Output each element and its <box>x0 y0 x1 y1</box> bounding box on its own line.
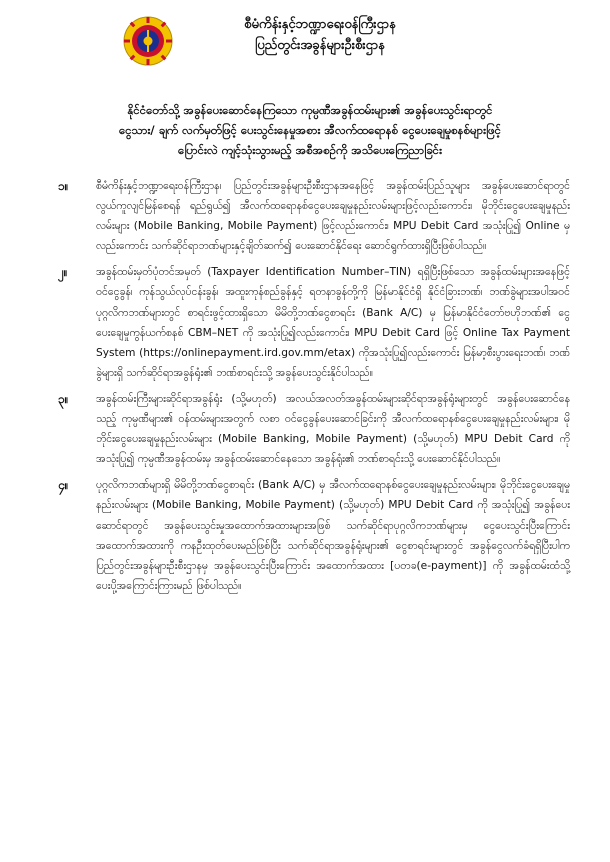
paragraph-text: အခွန်ထမ်းကြီးများဆိုင်ရာအခွန်ရုံး (သို့မဟုတ်) အလယ်အလတ်အခွန်ထမ်းများဆိုင်ရာအခွန်ရုံးများတွင် အခွန်ပေးဆောင်နေသည့် ကုမ္ပဏီများ၏ ဝန်ထမ်းများအတွက် လစာ ဝင်ငွေခွန်ပေးဆောင်ခြင်းကို အီလက်ထရောနစ်ငွေပေးချေမှုနည်းလမ်းများ၊ မိုဘိုင်းငွေပေးချေမှုနည်းလမ်းများ (Mobile Banking, Mobile Payment) (သို့မဟုတ်) MPU Debit Card ကို အသုံးပြု၍ ကုမ္ပဏီအခွန်ထမ်းမှ အခွန်ထမ်းဆောင်နေသော အခွန်ရုံး၏ ဘဏ်စာရင်းသို့ ပေးဆောင်နိုင်ပါသည်။ <box>96 392 570 466</box>
letterhead <box>0 0 610 90</box>
title-line: ပြောင်းလဲ ကျင့်သုံးသွားမည့် အစီအစဉ်ကို အသိပေးကြေညာခြင်း <box>177 143 442 157</box>
paragraph-3 <box>58 389 570 469</box>
paragraph-4 <box>58 475 570 596</box>
paragraph-1 <box>58 176 570 256</box>
announcement-body <box>58 176 570 602</box>
title-line: ငွေသား/ ချက် လက်မှတ်ဖြင့် ပေးသွင်းနေမှုအစား အီလက်ထရောနစ် ငွေပေးချေမှုစနစ်များဖြင့် <box>119 123 501 137</box>
paragraph-text: ပုဂ္ဂလိကဘဏ်များရှိ မိမိတို့ဘဏ်ငွေစာရင်း (Bank A/C) မှ အီလက်ထရောနစ်ငွေပေးချေမှုနည်းလမ်းများ၊ မိုဘိုင်းငွေပေးချေမှုနည်းလမ်းများ (Mobile Banking, Mobile Payment) (သို့မဟုတ်) MPU Debit Card ကို အသုံးပြု၍ အခွန်ပေးဆောင်ရာတွင် အခွန်ပေးသွင်းမှုအထောက်အထားများအဖြစ် သက်ဆိုင်ရာပုဂ္ဂလိကဘဏ်များမှ ငွေပေးသွင်းပြီးကြောင်း အထောက်အထားကို ကနဦးထုတ်ပေးမည်ဖြစ်ပြီး သက်ဆိုင်ရာအခွန်ရုံးများ၏ ငွေစာရင်းများတွင် အခွန်ငွေလက်ခံရရှိပြီးပါက ပြည်တွင်းအခွန်များဦးစီးဌာနမှ အခွန်ပေးသွင်းပြီးကြောင်း အထောက်အထား [ပတခ(e-payment)] ကို အခွန်ထမ်းထံသို့ ပေးပို့အကြောင်းကြားမည် ဖြစ်ပါသည်။ <box>96 479 570 592</box>
title-line: နိုင်ငံတော်သို့ အခွန်ပေးဆောင်နေကြသော ကုမ္ပဏီအခွန်ထမ်းများ၏ အခွန်ပေးသွင်းရာတွင် <box>127 103 493 117</box>
paragraph-number: ၄။ <box>58 478 69 493</box>
paragraph-2 <box>58 262 570 383</box>
department-name: ပြည်တွင်းအခွန်များဦးစီးဌာန <box>255 38 385 53</box>
paragraph-number: ၃။ <box>58 391 69 406</box>
paragraph-text: စီမံကိန်းနှင့်ဘဏ္ဍာရေးဝန်ကြီးဌာန၊ ပြည်တွင်းအခွန်များဦးစီးဌာနအနေဖြင့် အခွန်ထမ်းပြည်သူများ အခွန်ပေးဆောင်ရာတွင် လွယ်ကူလျင်မြန်စေရန် ရည်ရွယ်၍ အီလက်ထရောနစ်ငွေပေးချေမှုနည်းလမ်းများဖြင့်လည်းကောင်း၊ မိုဘိုင်းငွေပေးချေမှုနည်းလမ်းများ (Mobile Banking, Mobile Payment) ဖြင့်လည်းကောင်း၊ MPU Debit Card အသုံးပြု၍ Online မှလည်းကောင်း သက်ဆိုင်ရာဘဏ်များနှင့်ချိတ်ဆက်၍ ပေးဆောင်နိုင်ရေး ဆောင်ရွက်ထားရှိပြီးဖြစ်ပါသည်။ <box>96 180 570 253</box>
department-emblem-icon <box>123 16 173 66</box>
paragraph-text: အခွန်ထမ်းမှတ်ပုံတင်အမှတ် (Taxpayer Identification Number–TIN) ရရှိပြီးဖြစ်သော အခွန်ထမ်းများအနေဖြင့် ဝင်ငွေခွန်၊ ကုန်သွယ်လုပ်ငန်းခွန်၊ အထူးကုန်စည်ခွန်နှင့် ရတနာခွန်တို့ကို မြန်မာနိုင်ငံရှိ နိုင်ငံခြားဘဏ်၊ ဘဏ်ခွဲများအပါအဝင် ပုဂ္ဂလိကဘဏ်များတွင် စာရင်းဖွင့်ထားရှိသော မိမိတို့ဘဏ်ငွေစာရင်း (Bank A/C) မှ မြန်မာနိုင်ငံတော်ဗဟိုဘဏ်၏ ငွေပေးချေမှုကွန်ယက်စနစ် CBM–NET ကို အသုံးပြု၍လည်းကောင်း၊ MPU Debit Card ဖြင့် Online Tax Payment System (https://onlinepayment.ird.gov.mm/etax) ကိုအသုံးပြု၍လည်းကောင်း မြန်မာ့စီးပွားရေးဘဏ်၊ ဘဏ်ခွဲများရှိ သက်ဆိုင်ရာအခွန်ရုံး၏ ဘဏ်စာရင်းသို့ အခွန်ပေးသွင်းနိုင်ပါသည်။ <box>96 266 570 379</box>
announcement-title <box>70 100 550 160</box>
organization-name <box>190 14 450 56</box>
paragraph-number: ၁။ <box>58 179 69 193</box>
ministry-name: စီမံကိန်းနှင့်ဘဏ္ဍာရေးဝန်ကြီးဌာန <box>244 17 396 32</box>
paragraph-number: ၂။ <box>58 265 68 280</box>
